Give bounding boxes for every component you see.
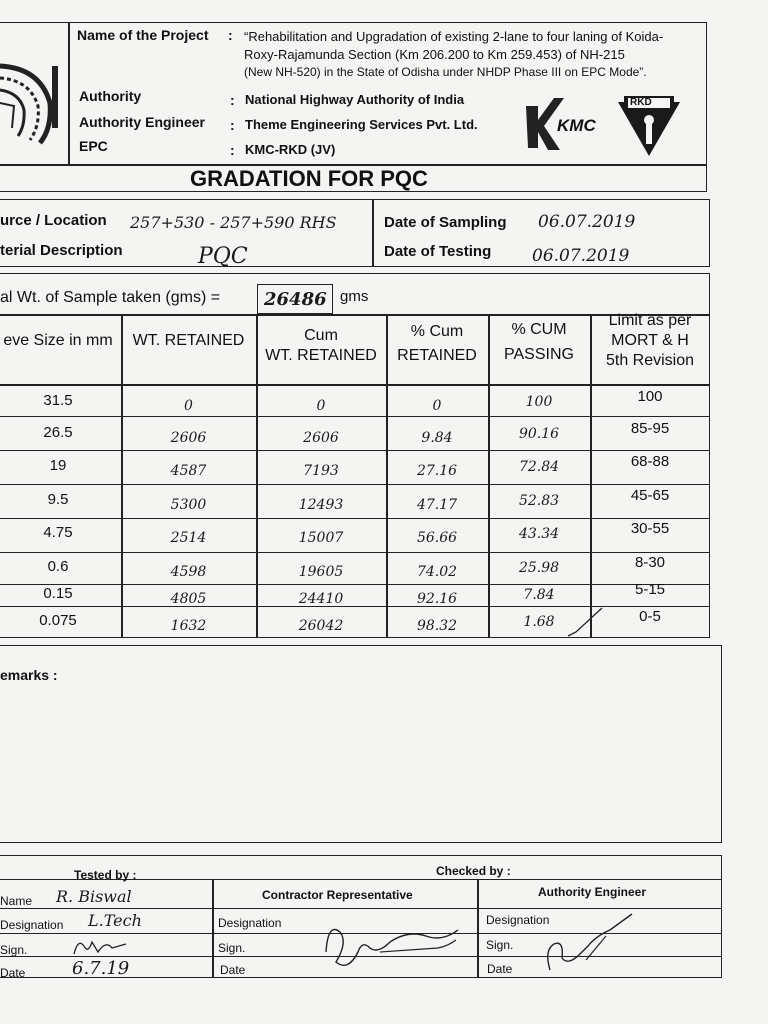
footer-vline-1	[212, 879, 214, 978]
table-hline-header	[0, 384, 710, 386]
ae-designation-label: Designation	[486, 913, 550, 927]
pct-passing-cell: 25.98	[518, 560, 560, 576]
sample-unit: gms	[340, 288, 369, 305]
designation-label: Designation	[0, 918, 64, 932]
limit-cell: 0-5	[639, 608, 661, 625]
header-cum-1: Cum	[304, 327, 338, 344]
pct-cum-cell: 27.16	[416, 463, 458, 479]
material-label: terial Description	[0, 242, 123, 259]
wt-retained-cell: 4598	[170, 564, 207, 580]
rkd-logo: RKD	[630, 97, 652, 108]
ae-date-label: Date	[487, 962, 513, 976]
ae-sep: :	[230, 117, 235, 133]
limit-cell: 100	[637, 388, 663, 405]
ae-value: Theme Engineering Services Pvt. Ltd.	[245, 117, 478, 132]
pct-passing-cell: 52.83	[518, 493, 560, 509]
checked-by-label: Checked by :	[436, 864, 511, 878]
cum-wt-cell: 26042	[298, 618, 344, 634]
header-divider	[68, 22, 70, 166]
authority-engineer-label: Authority Engineer	[538, 885, 647, 899]
sieve-cell: 19	[49, 457, 67, 474]
ae-sign-label: Sign.	[486, 938, 514, 952]
authority-sep: :	[230, 92, 235, 108]
project-line-2: Roxy-Rajamunda Section (Km 206.200 to Km 259.453) of NH-215	[244, 47, 625, 62]
authority-value: National Highway Authority of India	[245, 92, 465, 107]
date-sampling-value: 06.07.2019	[538, 212, 636, 232]
header-pct-pass-2: PASSING	[504, 346, 574, 363]
contractor-signature	[318, 912, 468, 974]
info-divider	[372, 199, 374, 267]
cum-wt-cell: 24410	[298, 591, 344, 607]
sieve-cell: 31.5	[43, 392, 73, 409]
epc-value: KMC-RKD (JV)	[245, 142, 336, 157]
pct-passing-cell: 72.84	[518, 459, 560, 475]
project-line-3: (New NH-520) in the State of Odisha under NHDP Phase III on EPC Mode”.	[244, 65, 647, 79]
ae-label: Authority Engineer	[79, 114, 206, 130]
header-pct-pass-1: % CUM	[511, 321, 567, 338]
tester-signature	[70, 936, 130, 958]
footer-hline-2	[0, 908, 722, 909]
wt-retained-cell: 2606	[170, 430, 207, 446]
pct-cum-cell: 0	[432, 398, 442, 414]
project-logo	[0, 48, 66, 148]
row-line-1	[0, 416, 710, 417]
pct-passing-cell: 43.34	[518, 526, 560, 542]
pct-passing-cell: 90.16	[518, 426, 560, 442]
limit-cell: 68-88	[630, 453, 670, 470]
row-line-4	[0, 518, 710, 519]
remarks-label: emarks :	[0, 667, 58, 683]
pct-cum-cell: 74.02	[416, 564, 458, 580]
cum-wt-cell: 15007	[298, 530, 344, 546]
row-line-3	[0, 484, 710, 485]
source-value: 257+530 - 257+590 RHS	[130, 213, 337, 232]
cum-wt-cell: 19605	[298, 564, 344, 580]
row-line-5	[0, 552, 710, 553]
header-sieve: eve Size in mm	[3, 332, 113, 349]
wt-retained-cell: 5300	[170, 497, 207, 513]
sample-value: 26486	[264, 289, 327, 310]
date-label: Date	[0, 966, 26, 980]
contractor-rep-label: Contractor Representative	[262, 888, 413, 902]
sieve-cell: 4.75	[43, 524, 73, 541]
pct-cum-cell: 56.66	[416, 530, 458, 546]
pct-cum-cell: 9.84	[421, 430, 453, 446]
sign-label: Sign.	[0, 943, 28, 957]
authority-engineer-signature	[540, 910, 640, 976]
cum-wt-cell: 2606	[303, 430, 339, 446]
authority-label: Authority	[79, 88, 142, 104]
limit-cell: 8-30	[634, 554, 666, 571]
pen-tick-mark	[566, 606, 606, 640]
header-limit-2: MORT & H	[611, 332, 689, 349]
wt-retained-cell: 0	[184, 398, 193, 414]
header-limit-1: Limit as per	[608, 312, 692, 329]
header-pct-cum-2: RETAINED	[397, 347, 477, 364]
cr-date-label: Date	[220, 963, 246, 977]
limit-cell: 85-95	[630, 420, 670, 437]
cr-sign-label: Sign.	[218, 941, 246, 955]
tested-by-label: Tested by :	[74, 868, 137, 882]
sieve-cell: 0.15	[43, 585, 73, 602]
epc-label: EPC	[79, 138, 108, 154]
remarks-box	[0, 645, 722, 843]
date-testing-label: Date of Testing	[384, 243, 492, 260]
date-value: 6.7.19	[72, 958, 130, 979]
sieve-cell: 9.5	[47, 491, 69, 508]
sieve-cell: 0.6	[47, 558, 69, 575]
header-wt-retained: WT. RETAINED	[132, 332, 245, 349]
pct-passing-cell: 100	[525, 394, 553, 410]
pct-cum-cell: 47.17	[416, 497, 458, 513]
cr-designation-label: Designation	[218, 916, 282, 930]
header-limit-3: 5th Revision	[605, 352, 695, 369]
wt-retained-cell: 1632	[170, 618, 207, 634]
limit-cell: 45-65	[630, 487, 670, 504]
project-sep: :	[228, 27, 233, 43]
wt-retained-cell: 4587	[170, 463, 207, 479]
limit-cell: 30-55	[630, 520, 670, 537]
page-title: GRADATION FOR PQC	[190, 166, 428, 191]
row-line-2	[0, 450, 710, 451]
project-label: Name of the Project	[77, 27, 209, 43]
pct-passing-cell: 1.68	[523, 614, 555, 630]
sieve-cell: 26.5	[43, 424, 73, 441]
source-label: urce / Location	[0, 212, 107, 229]
wt-retained-cell: 4805	[170, 591, 207, 607]
pct-cum-cell: 98.32	[416, 618, 458, 634]
pct-passing-cell: 7.84	[523, 587, 555, 603]
cum-wt-cell: 12493	[298, 497, 344, 513]
date-sampling-label: Date of Sampling	[384, 214, 507, 231]
sieve-cell: 0.075	[39, 612, 77, 629]
limit-cell: 5-15	[634, 581, 666, 598]
name-label: Name	[0, 894, 33, 908]
designation-value: L.Tech	[88, 911, 142, 930]
cum-wt-cell: 0	[316, 398, 326, 414]
cum-wt-cell: 7193	[303, 463, 339, 479]
name-value: R. Biswal	[56, 887, 132, 906]
date-testing-value: 06.07.2019	[532, 246, 630, 266]
header-cum-2: WT. RETAINED	[265, 347, 377, 364]
header-pct-cum-1: % Cum	[410, 323, 464, 340]
footer-vline-2	[477, 879, 479, 978]
project-line-1: “Rehabilitation and Upgradation of existing 2-lane to four laning of Koida-	[244, 29, 664, 44]
wt-retained-cell: 2514	[170, 530, 207, 546]
material-value: PQC	[198, 244, 248, 269]
kmc-logo: KMC	[557, 116, 596, 135]
epc-sep: :	[230, 142, 235, 158]
pct-cum-cell: 92.16	[416, 591, 458, 607]
sample-label: al Wt. of Sample taken (gms) =	[0, 289, 221, 306]
